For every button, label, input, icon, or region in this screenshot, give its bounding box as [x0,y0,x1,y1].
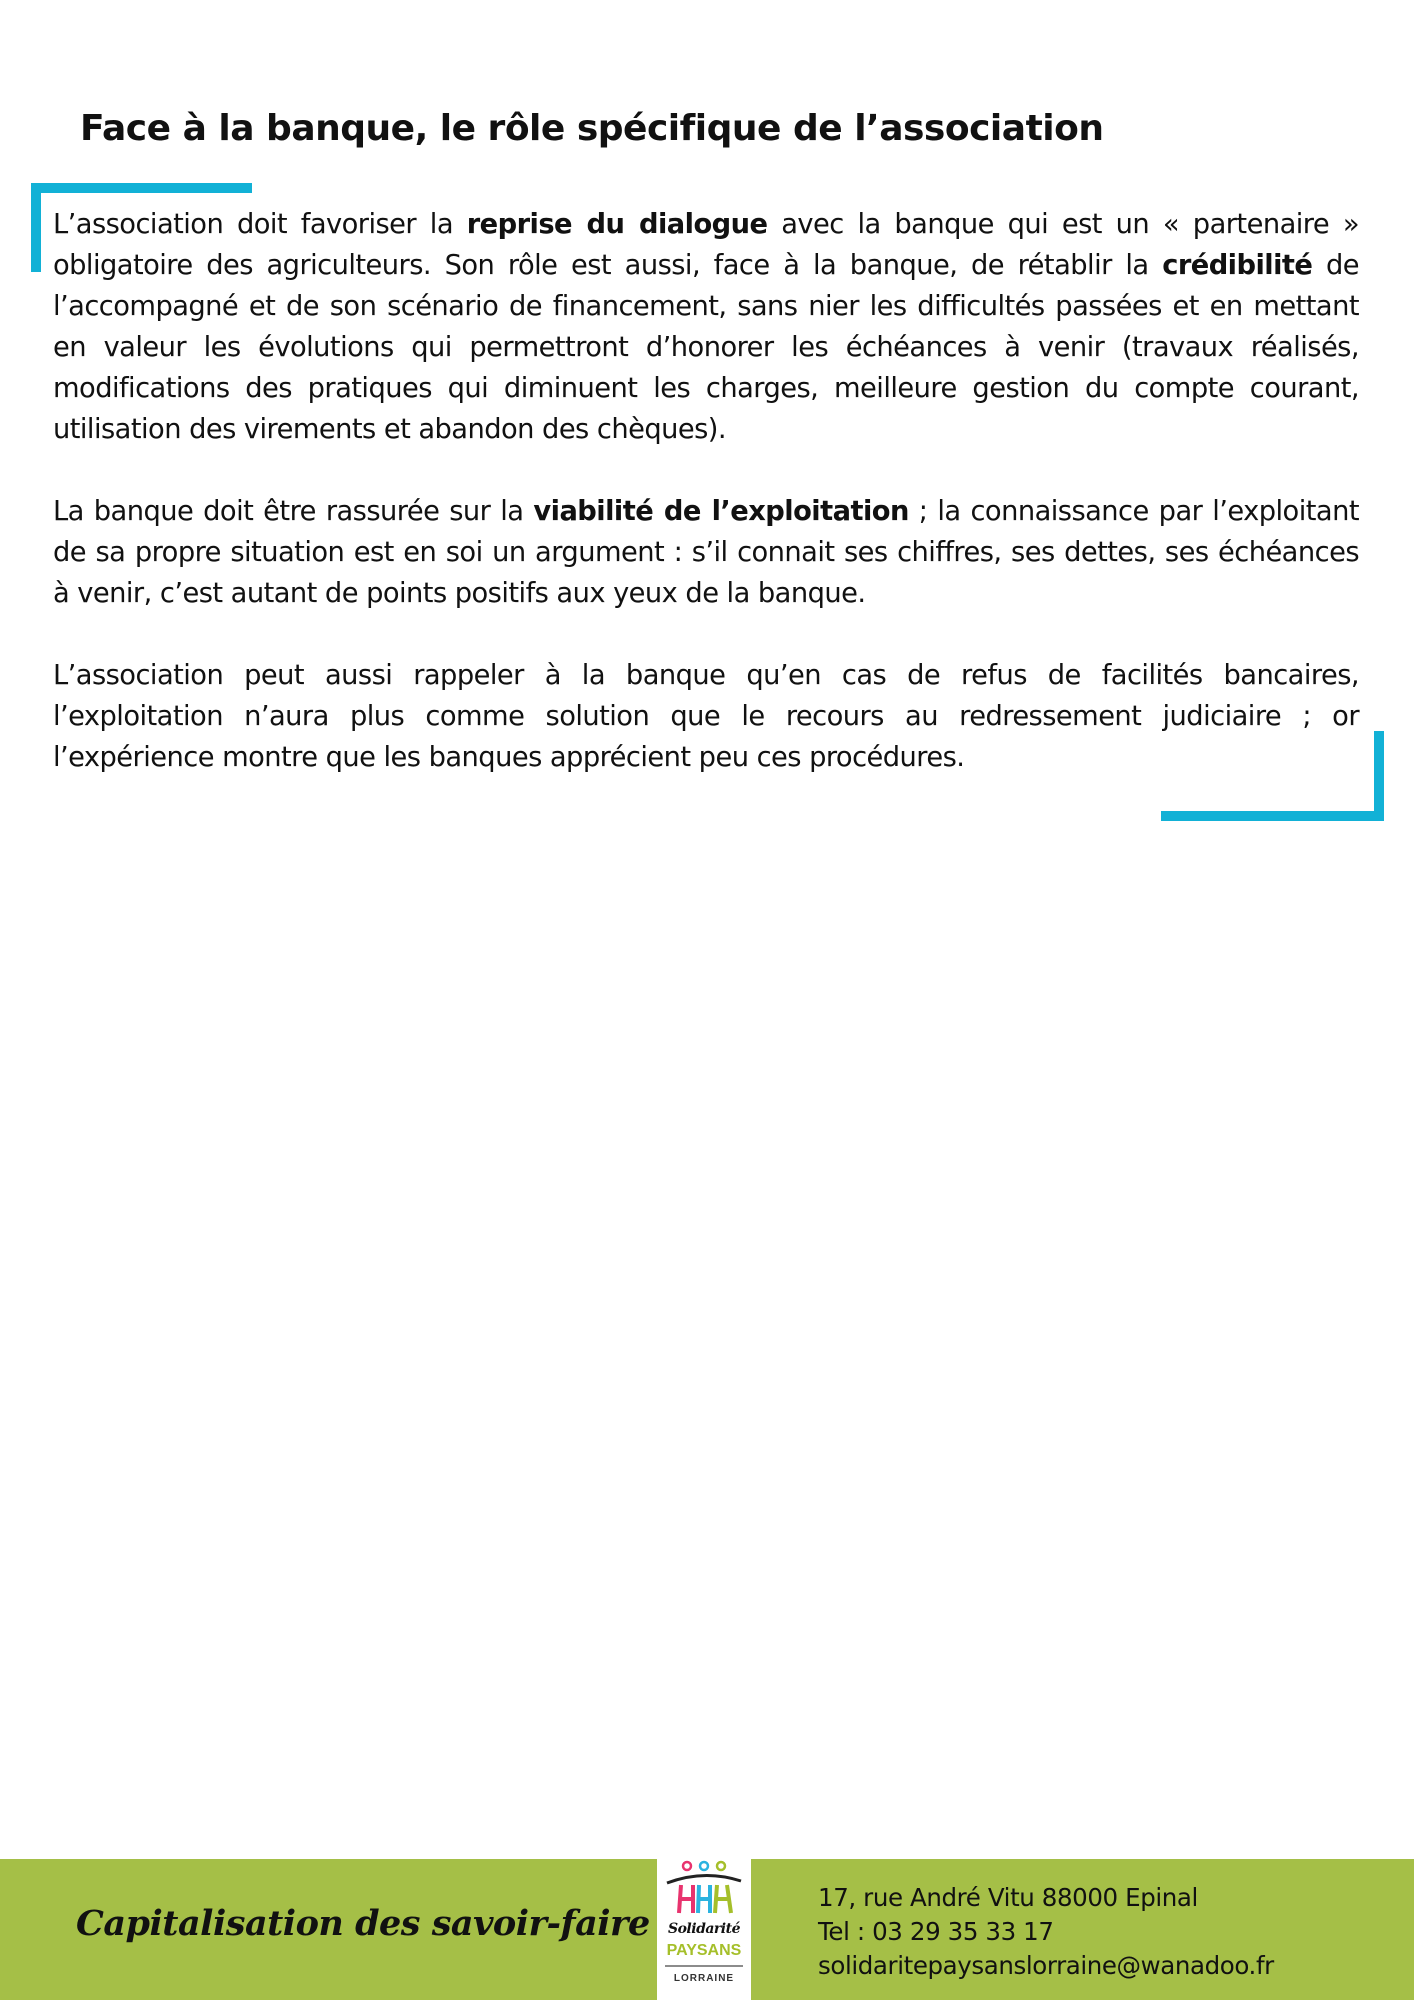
body-text [53,204,1359,819]
logo-head-green-icon [717,1862,725,1870]
contact-phone: Tel : 03 29 35 33 17 [818,1917,1054,1946]
logo-divider [665,1965,743,1967]
logo-arc-icon [667,1875,741,1883]
paragraph-text: avec la banque qui est un « partenaire » obligatoire des agriculteurs. Son rôle est aussi, face à la banque, de rétablir la [53,209,1359,281]
paragraph-3 [53,655,1359,778]
emphasis-text: viabilité de l’exploitation [533,496,909,527]
accent-bracket-bottom-right-vertical [1374,731,1384,821]
paragraph-text: L’association peut aussi rappeler à la banque qu’en cas de refus de facilités bancaires, l’exploitation n’aura plus comme solution que le recours au redressement judiciaire ; or l’expérience montre que les banques apprécient peu ces procédures. [53,660,1359,773]
emphasis-text: crédibilité [1162,250,1313,281]
paragraph-2 [53,491,1359,614]
logo-text-paysans: PAYSANS [666,1942,742,1959]
logo-head-pink-icon [683,1862,691,1870]
contact-email[interactable]: solidaritepaysanslorraine@wanadoo.fr [818,1951,1274,1980]
logo-figure-blue-icon [698,1885,710,1913]
paragraph-text: La banque doit être rassurée sur la [53,496,534,527]
logo-text-solidarite: Solidarité [667,1921,740,1937]
contact-address: 17, rue André Vitu 88000 Epinal [818,1883,1198,1912]
logo-head-blue-icon [700,1862,708,1870]
paragraph-text: de l’accompagné et de son scénario de financement, sans nier les difficultés passées et en mettant en valeur les évolutions qui permettront d’honorer les échéances à venir (travaux réalisés, modifications des pratiques qui diminuent les charges, meilleure gestion du compte courant, utilisation des virements et abandon des chèques). [53,250,1359,445]
accent-bracket-top-left-horizontal [31,183,252,193]
paragraph-1 [53,204,1359,450]
logo-figure-green-icon [715,1885,731,1913]
logo-figures-icon [657,1857,751,1921]
paragraph-text: L’association doit favoriser la [53,209,467,240]
logo-text-lorraine: LORRAINE [673,1973,735,1984]
solidarite-paysans-logo [657,1857,751,2000]
logo-figure-pink-icon [679,1885,693,1913]
footer-band [0,1859,1414,2000]
paragraph-text: ; la connaissance par l’exploitant de sa propre situation est en soi un argument : s’il connait ses chiffres, ses dettes, ses échéances à venir, c’est autant de points positifs aux yeux de la banque. [53,496,1359,609]
footer-contact [818,1881,1274,1983]
footer-slogan: Capitalisation des savoir-faire [76,1903,650,1944]
accent-bracket-top-left-vertical [31,183,41,272]
accent-bracket-bottom-right-horizontal [1161,811,1384,821]
page-title: Face à la banque, le rôle spécifique de l’association [80,108,1104,149]
emphasis-text: reprise du dialogue [466,209,768,240]
